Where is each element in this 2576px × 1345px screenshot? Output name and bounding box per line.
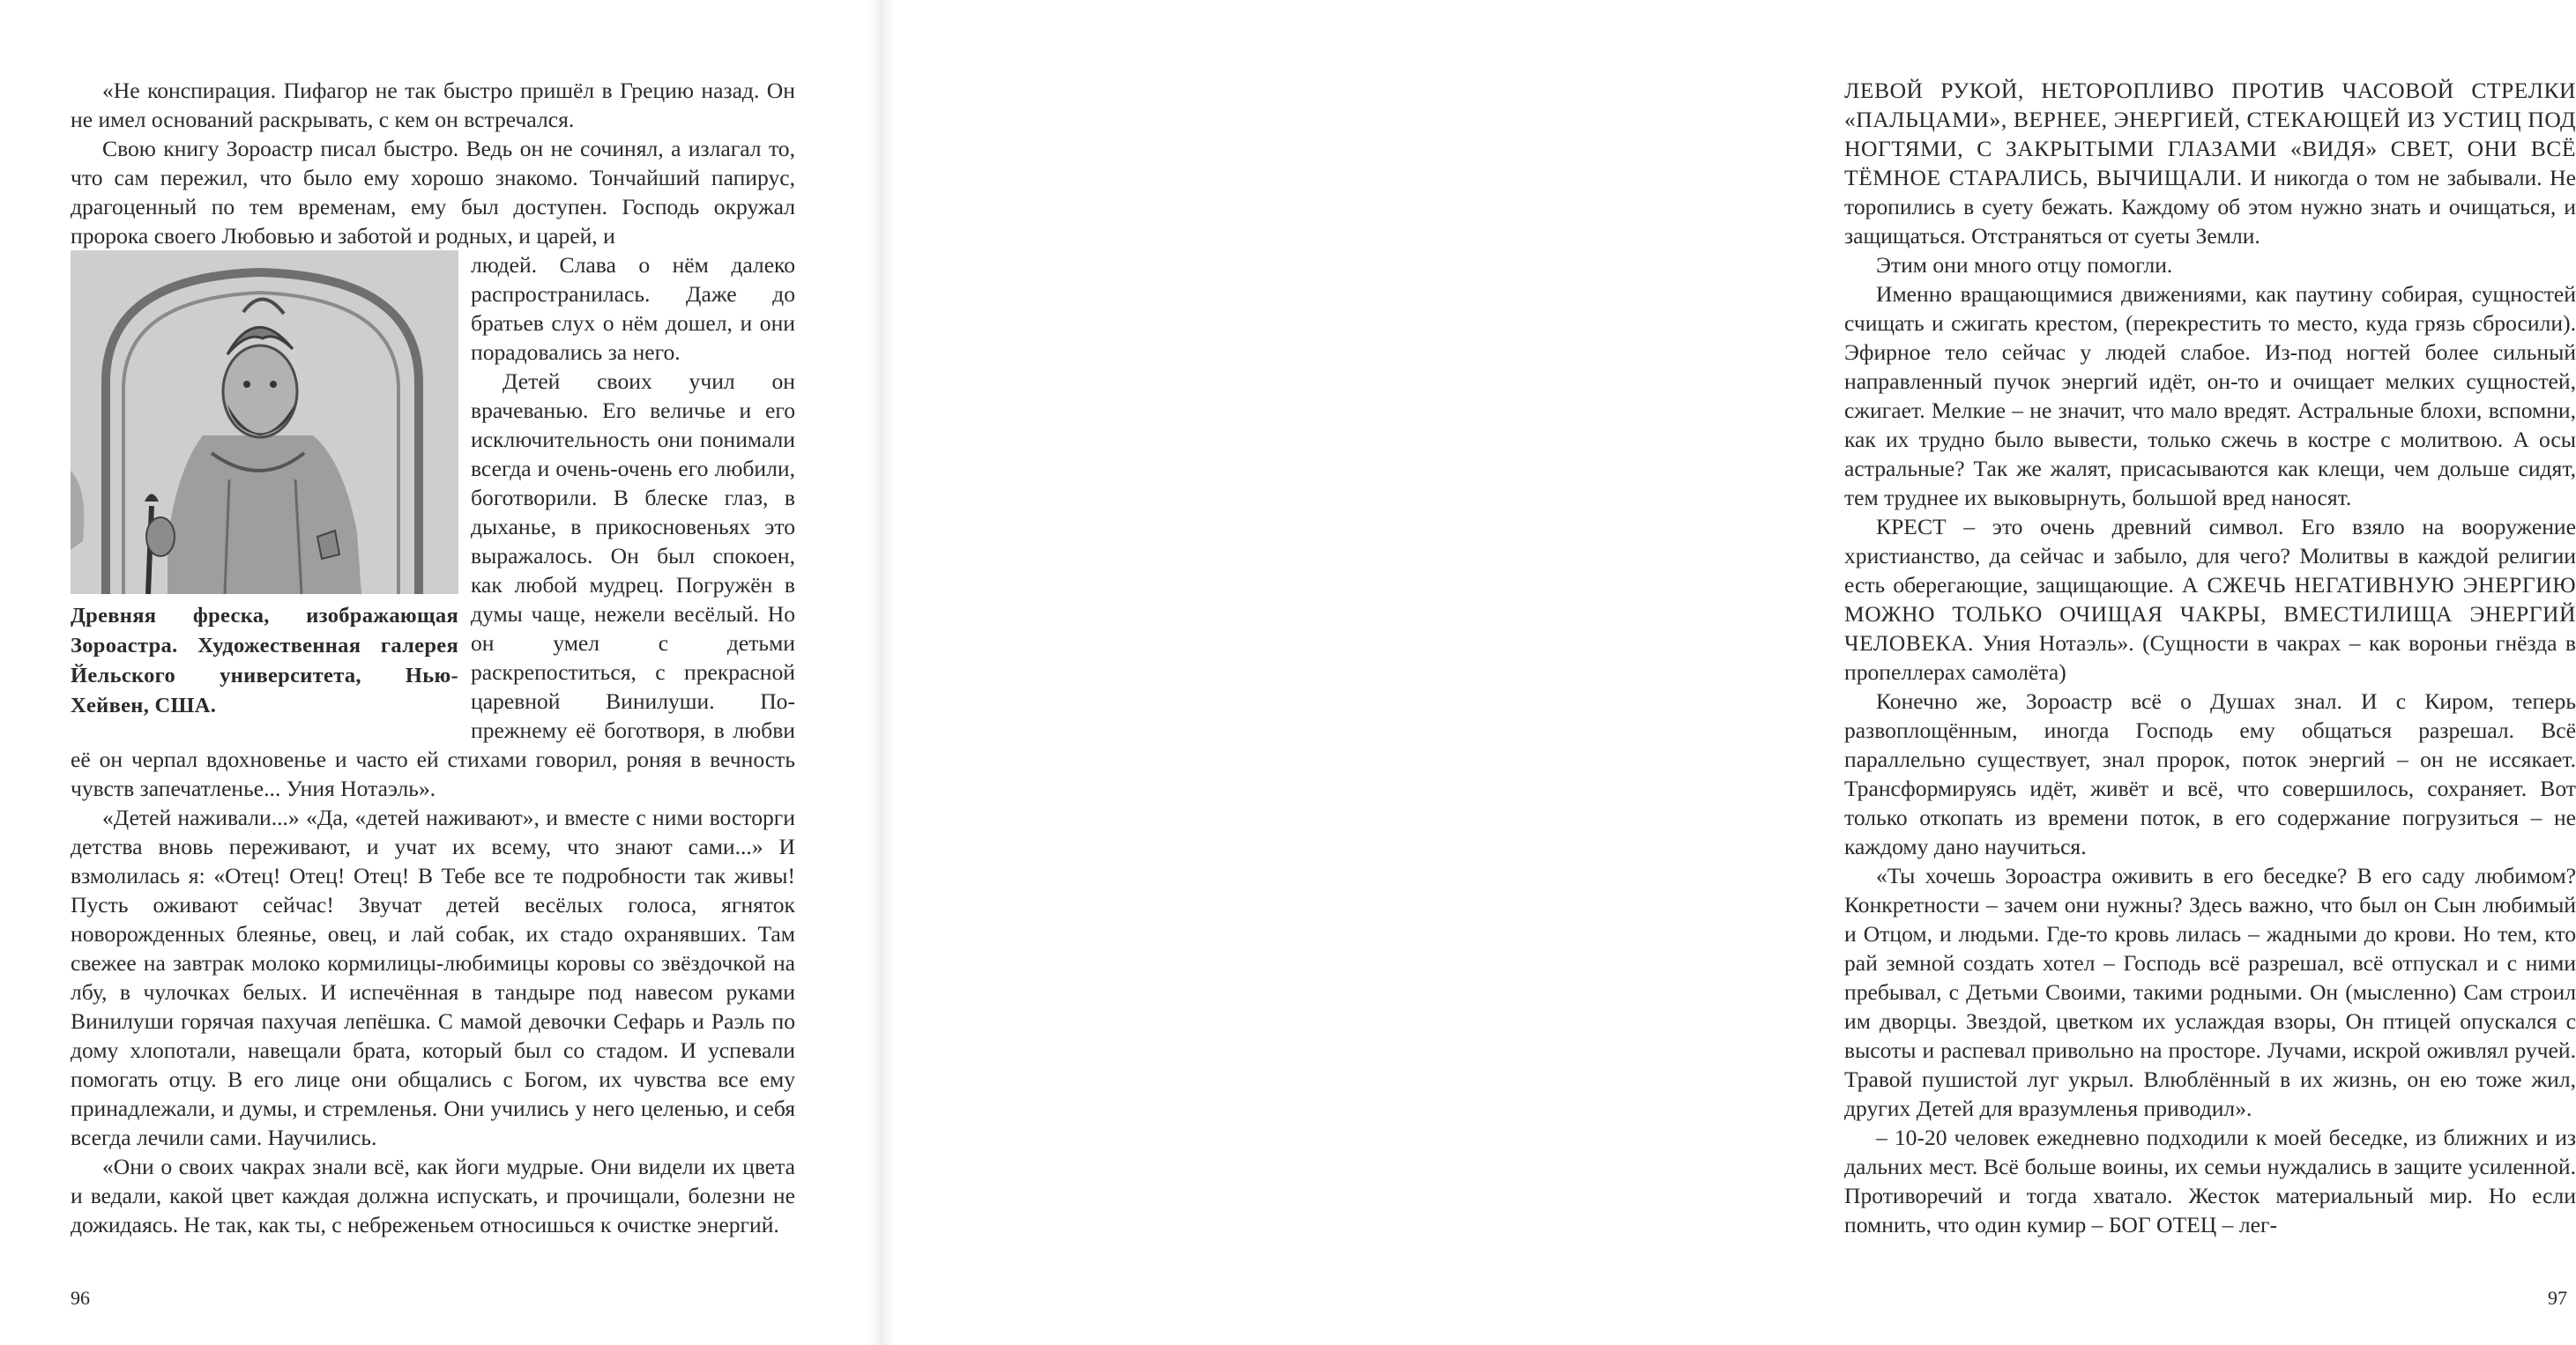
fresco-image [71, 250, 458, 594]
page-number: 97 [2548, 1287, 2567, 1309]
paragraph: Этим они много отцу помогли. [1876, 252, 2173, 278]
paragraph: «Ты хочешь Зороастра оживить в его беседке? В его саду любимом? Конкретности – зачем они нужны? Здесь важно, что был он Сын любимый и Отцом, и людьми. Где-то кровь лилась – жадными до крови. Но тем, кто рай земной создать хотел – Господь всё разрешал, всё отпускал и с ними пребывал, с Детьми Своими, такими родными. Он (мысленно) Сам строил им дворцы. Звездой, цветком их услаждая взоры, Он птицей опускался с высоты и распевал привольно на просторе. Лучами, искрой оживлял ручей. Травой пушистой луг укрыл. Влюблённый в их жизнь, он ею тоже жил, других Детей для вразумленья приводил». [1844, 863, 2576, 1121]
paragraph-text: И никогда о том не забывали. Не торопились в суету бежать. Каждому об этом нужно знать и очищаться, и защищаться. Отстраняться от суеты Земли. [1844, 165, 2576, 249]
caps-text: ЛЕВОЙ РУКОЙ, НЕТОРОПЛИВО ПРОТИВ ЧАСОВОЙ СТРЕЛКИ «ПАЛЬЦАМИ», ВЕРНЕЕ, ЭНЕРГИЕЙ, СТЕКАЮЩЕЙ ИЗ УСТИЦ ПОД НОГТЯМИ, С ЗАКРЫТЫМИ ГЛАЗАМИ «ВИДЯ» СВЕТ, ОНИ ВСЁ ТЁМНОЕ СТАРАЛИСЬ, ВЫЧИЩАЛИ. [1844, 78, 2576, 190]
paragraph: «Не конспирация. Пифагор не так быстро пришёл в Грецию назад. Он не имел оснований раскрывать, с кем он встречался. [71, 78, 795, 132]
fresco-figure [71, 250, 458, 721]
right-page-text [1844, 76, 2576, 1239]
paragraph: «Детей наживали...» «Да, «детей наживают», и вместе с ними восторги детства вновь переживают, и учат их всему, что знают сами...» И взмолилась я: «Отец! Отец! Отец! В Тебе все те подробности так живы! Пусть оживают сейчас! Звучат детей весёлых голоса, ягняток новорожденных блеянье, овец, и лай собак, их стадо охранявших. Там свежее на завтрак молоко кормилицы-любимицы коровы со звёздочкой на лбу, в чулочках белых. И испечённая в тандыре под навесом руками Винилуши горячая пахучая лепёшка. С мамой девочки Сефарь и Раэль по дому хлопотали, навещали брата, который был со стадом. И успевали помогать отцу. В его лице они общались с Богом, их чувства все ему принадлежали, и думы, и стремленья. Они учились у него целенью, и себя всегда лечили сами. Научились. [71, 805, 795, 1150]
figure-caption: Древняя фреска, изображающая Зороастра. Художественная галерея Йельского университета, Нью-Хейвен, США. [71, 604, 458, 717]
paragraph: Свою книгу Зороастр писал быстро. Ведь он не сочинял, а излагал то, что сам пережил, что было ему хорошо знакомо. Тончайший папирус, драгоценный по тем временам, ему был доступен. Господь окружал пророка своего Любовью и заботой и родных, и царей, и [71, 136, 795, 249]
right-page [882, 0, 2576, 1345]
caps-text: А СЖЕЧЬ НЕГАТИВНУЮ ЭНЕРГИЮ МОЖНО ТОЛЬКО ОЧИЩАЯ ЧАКРЫ, ВМЕСТИЛИЩА ЭНЕРГИЙ ЧЕЛОВЕКА. [1844, 572, 2576, 656]
page-number: 96 [71, 1287, 90, 1309]
paragraph-text: Уния Нотаэль». (Сущности в чакрах – как вороньи гнёзда в пропеллерах самолёта) [1844, 630, 2576, 685]
paragraph [1844, 512, 2576, 687]
paragraph-text: КРЕСТ – это очень древний символ. Его взяло на вооружение христианство, да сейчас и забыло, для чего? Молитвы в каждой религии есть оберегающие, защищающие. [1844, 514, 2576, 598]
paragraph [1844, 76, 2576, 250]
left-page [0, 0, 882, 1345]
left-page-text [71, 76, 795, 1239]
paragraph: людей. Слава о нём далеко распространилась. Даже до братьев слух о нём дошел, и они порадовались за него. [471, 252, 795, 365]
paragraph: «Они о своих чакрах знали всё, как йоги мудрые. Они видели их цвета и ведали, какой цвет каждая должна испускать, и прочищали, болезни не дожидаясь. Не так, как ты, с небреженьем относишься к очистке энергий. [71, 1154, 795, 1237]
paragraph: Конечно же, Зороастр всё о Душах знал. И с Киром, теперь развоплощённым, иногда Господь ему общаться разрешал. Всё параллельно существует, знал пророк, поток энергий – он не иссякает. Трансформируясь идёт, живёт и всё, что совершилось, сохраняет. Вот только откопать из времени поток, в его содержание погрузиться – не каждому дано научиться. [1844, 688, 2576, 859]
paragraph: Именно вращающимися движениями, как паутину собирая, сущностей счищать и сжигать крестом, (перекрестить то место, куда грязь сбросили). Эфирное тело сейчас у людей слабое. Из-под ногтей более сильный направленный пучок энергий идёт, он-то и очищает мелких сущностей, сжигает. Мелкие – не значит, что мало вредят. Астральные блохи, вспомни, как их трудно было вывести, только сжечь в костре с молитвою. А осы астральные? Так же жалят, присасываются как клещи, чем дольше сидят, тем труднее их выковырнуть, большой вред наносят. [1844, 281, 2576, 510]
paragraph: Детей своих учил он врачеванью. Его величье и его исключительность они понимали всегда и очень-очень его любили, боготворили. В блеске глаз, в дыханье, в прикосновеньях это выражалось. Он был спокоен, как любой мудрец. Погружён в думы чаще, нежели весёлый. Но он умел с детьми раскрепоститься, с прекрасной царевной Винилуши. По-прежнему её боготворя, в любви её он черпал вдохновенье и часто ей стихами говорил, роняя в вечность чувств запечатленье... Уния Нотаэль». [71, 368, 795, 801]
paragraph: – 10-20 человек ежедневно подходили к моей беседке, из ближних и из дальних мест. Всё больше воины, их семьи нуждались в защите усиленной. Противоречий и тогда хватало. Жесток материальный мир. Но если помнить, что один кумир – БОГ ОТЕЦ – лег- [1844, 1125, 2576, 1237]
